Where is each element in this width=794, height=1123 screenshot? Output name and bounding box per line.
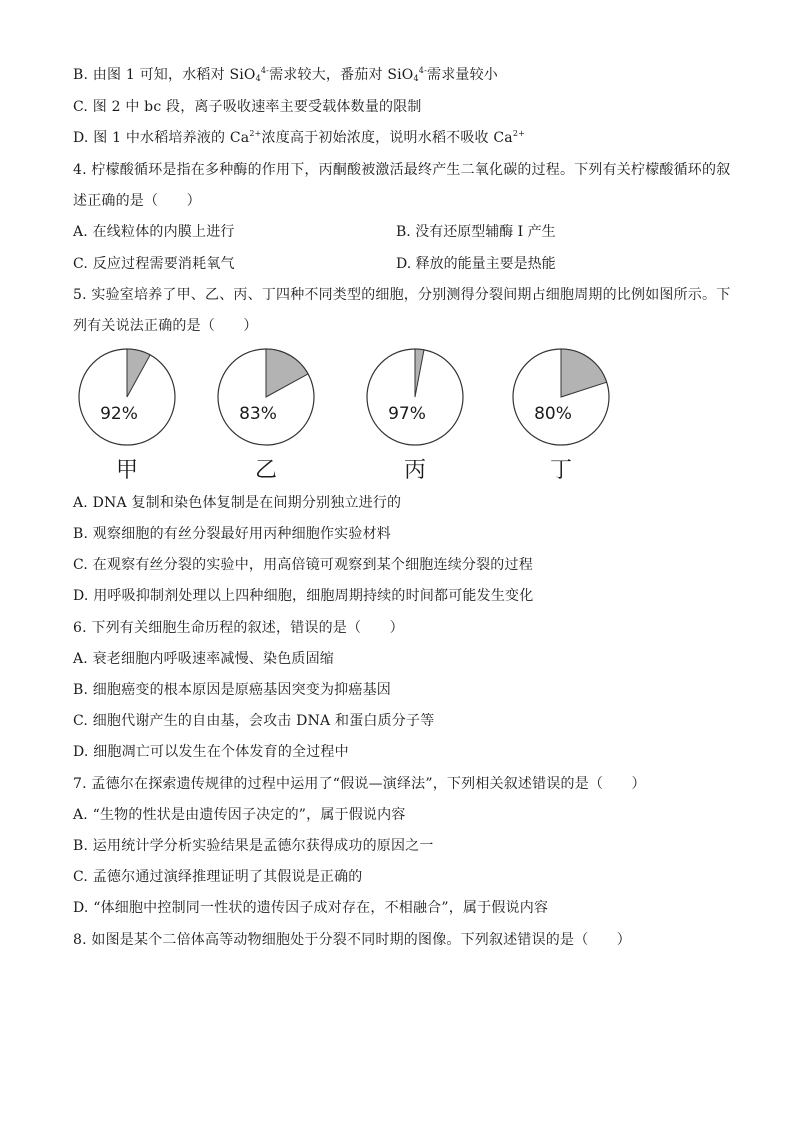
pie-chart-3 [367, 349, 463, 482]
pie-name-label: 乙 [254, 458, 278, 482]
q7-option-d: D. “体细胞中控制同一性状的遗传因子成对存在，不相融合”，属于假说内容 [73, 900, 549, 916]
q5-option-c: C. 在观察有丝分裂的实验中，用高倍镜可观察到某个细胞连续分裂的过程 [73, 557, 533, 573]
q6-option-b: B. 细胞癌变的根本原因是原癌基因突变为抑癌基因 [73, 682, 391, 698]
q5-stem-line2: 列有关说法正确的是（ ） [73, 318, 258, 334]
pie-name-label: 甲 [115, 458, 139, 482]
pie-percent-label: 97% [388, 404, 426, 424]
q7-stem: 7. 孟德尔在探索遗传规律的过程中运用了“假说—演绎法”，下列相关叙述错误的是（ ） [73, 776, 646, 792]
pie-percent-label: 92% [100, 404, 138, 424]
cell-cycle-pie-charts [70, 347, 730, 482]
q7-option-a: A. “生物的性状是由遗传因子决定的”，属于假说内容 [73, 807, 406, 823]
pie-percent-label: 80% [534, 404, 572, 424]
q4-option-d: D. 释放的能量主要是热能 [396, 256, 556, 272]
q4-option-c: C. 反应过程需要消耗氧气 [73, 256, 235, 272]
pie-name-label: 丙 [403, 458, 427, 482]
pie-percent-label: 83% [239, 404, 277, 424]
q4-option-a: A. 在线粒体的内膜上进行 [73, 224, 235, 240]
q3-option-b: B. 由图 1 可知，水稻对 SiO$_4^{4-}$需求较大，番茄对 SiO$_4^{4-}$需求量较小 [73, 66, 498, 83]
q3-option-d: D. 图 1 中水稻培养液的 $Ca^{2+}$浓度高于初始浓度，说明水稻不吸收 $Ca^{2+}$ [73, 129, 526, 146]
q5-option-a: A. DNA 复制和染色体复制是在间期分别独立进行的 [73, 495, 402, 511]
pie-chart-2 [218, 349, 314, 482]
pie-chart-1 [79, 349, 175, 482]
q6-option-c: C. 细胞代谢产生的自由基，会攻击 DNA 和蛋白质分子等 [73, 713, 435, 729]
q5-option-d: D. 用呼吸抑制剂处理以上四种细胞，细胞周期持续的时间都可能发生变化 [73, 588, 534, 604]
q5-stem-line1: 5. 实验室培养了甲、乙、丙、丁四种不同类型的细胞，分别测得分裂间期占细胞周期的比例如图所示。下 [73, 287, 731, 303]
q4-stem-line1: 4. 柠檬酸循环是指在多种酶的作用下，丙酮酸被激活最终产生二氧化碳的过程。下列有关柠檬酸循环的叙 [73, 162, 731, 178]
q8-stem: 8. 如图是某个二倍体高等动物细胞处于分裂不同时期的图像。下列叙述错误的是（ ） [73, 932, 632, 948]
q6-stem: 6. 下列有关细胞生命历程的叙述，错误的是（ ） [73, 620, 404, 636]
pie-chart-4 [513, 349, 609, 482]
q7-option-b: B. 运用统计学分析实验结果是孟德尔获得成功的原因之一 [73, 838, 434, 854]
q5-option-b: B. 观察细胞的有丝分裂最好用丙种细胞作实验材料 [73, 526, 391, 542]
q4-stem-line2: 述正确的是（ ） [73, 193, 201, 209]
q6-option-d: D. 细胞凋亡可以发生在个体发育的全过程中 [73, 744, 349, 760]
q6-option-a: A. 衰老细胞内呼吸速率减慢、染色质固缩 [73, 651, 335, 667]
pie-name-label: 丁 [549, 458, 573, 482]
q7-option-c: C. 孟德尔通过演绎推理证明了其假说是正确的 [73, 869, 363, 885]
q4-option-b: B. 没有还原型辅酶 I 产生 [396, 224, 556, 240]
q3-option-c: C. 图 2 中 bc 段，离子吸收速率主要受载体数量的限制 [73, 99, 422, 115]
